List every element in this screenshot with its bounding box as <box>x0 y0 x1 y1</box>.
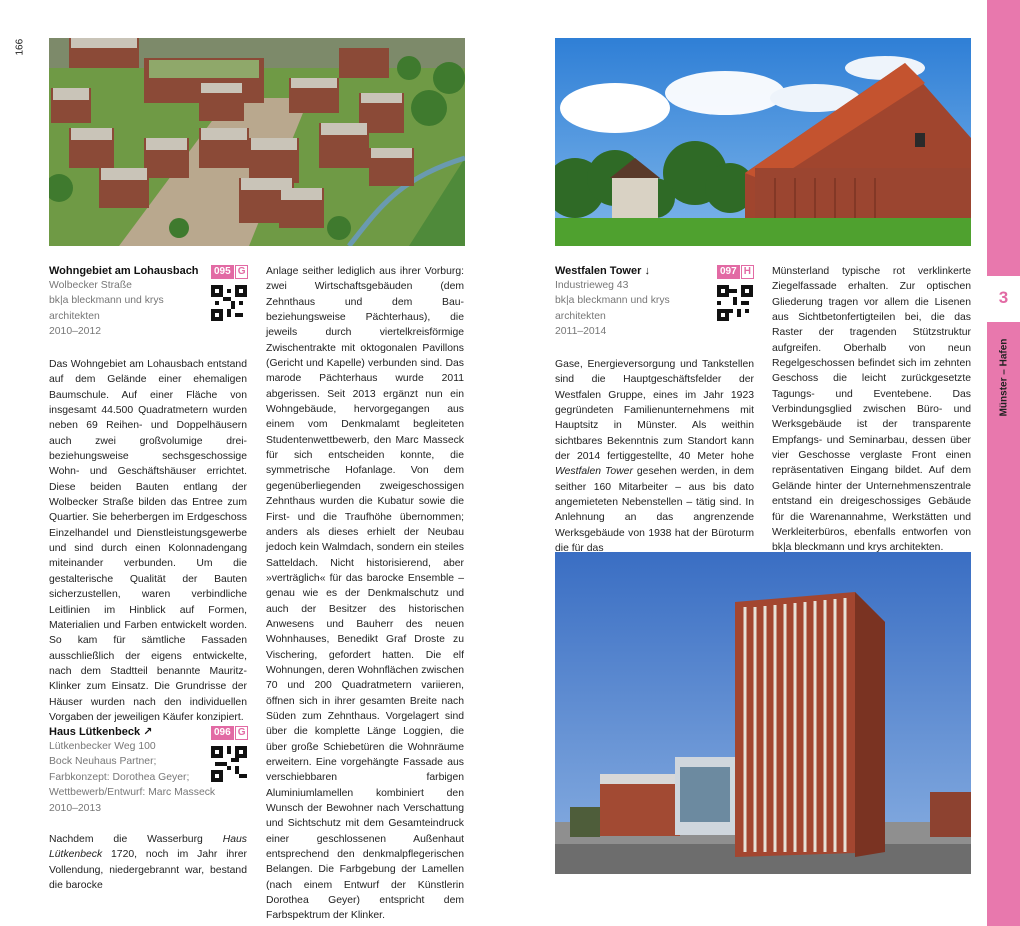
entry-097-address: Industrieweg 43 <box>555 280 629 291</box>
entry-095-tag <box>211 265 248 279</box>
entry-096-address: Lütkenbecker Weg 100 <box>49 741 156 752</box>
entry-097-tag <box>717 265 754 279</box>
text-column-3 <box>555 357 754 556</box>
chapter-number: 3 <box>998 288 1009 307</box>
text-column-4 <box>772 264 971 556</box>
entry-095-architect2: architekten <box>49 310 100 322</box>
brick-house-photo <box>555 38 971 246</box>
text-column-1b <box>49 832 247 893</box>
entry-097-code: 097 <box>717 265 740 279</box>
entry-096-code: 096 <box>211 726 234 740</box>
entry-097-architect: bk|a bleckmann und krys <box>555 295 670 307</box>
entry-096-architect: Bock Neuhaus Partner; <box>49 756 157 768</box>
chapter-tab-top <box>987 0 1020 276</box>
entry-096-body: Anlage seither lediglich aus ihrer Vorburg: zwei Wirtschaftsgebäuden (dem Zehnthaus und dem Bau- beziehungsweise Pächterhaus), die jeweils durch viertelkreisförmige Zwischentrakte mit oktogonalen Pavillons (Gericht und Kapelle) verbunden sind. Das marode Pächterhaus wurde 2011 abgerissen. Seit 2013 ergänzt nun ein Wohngebäude, hervorgegangen aus einem vom Denkmalamt begleiteten Studentenwettbewerb, den Marc Masseck für sich entscheiden konnte, die symmetrische Hofanlage. Von dem gegenüberliegenden zweigeschossigen Zehnthaus wurden die Kubatur sowie die First- und die Traufhöhe übernommen; anders als dieses erhielt der Neubau jedoch kein Walmdach, sondern ein steiles Satteldach. Nicht historisierend, aber »verträglich« für das barocke Ensemble – genau wie es der Denkmalschutz und auch der Besitzer des historischen Anwesens und Bauherr des neuen Wohnhauses, Benedikt Graf Droste zu Vischering, gefordert hatten. Die elf Wohnungen, deren Wohnflächen zwischen 70 und 200 Quadratmetern variieren, öffnen sich in ihrer gesamten Breite nach Süden zum Zehnthaus. Vorgelagert sind über die komplette Länge Loggien, die über große Schiebetüren die Wohnräume erweitern. Eine vorgehängte Fassade aus verschiebbaren farbigen Aluminiumlamellen kombiniert den Wunsch der Bewohner nach Verschattung und Sichtschutz mit dem Gesamteindruck einer geschlossenen Außenhaut entsprechend den denkmalpflegerischen Belangen. Die Farbgebung der Lamellen (nach einem Entwurf der Künstlerin Dorothea Geyer) entspricht dem Farbspektrum der Klinker. <box>266 266 464 922</box>
page-number-left: 166 <box>14 38 26 56</box>
entry-097-body: Gase, Energieversorgung und Tankstellen sind die Hauptgeschäftsfelder der Westfalen Gruppe, eines im Jahr 1923 gegründeten Familienunternehmens mit Hauptsitz in Münster. Als weithin sichtbares Bekenntnis zum Standort kann der 2014 fertiggestellte, 40 Meter hohe Westfalen Tower gesehen werden, in dem seither 160 Mitarbeiter – aus bis dato angemieteten Nebenstellen – tätig sind. In Anlehnung an das angrenzende Werksgebäude von 1938 hat der Büroturm die für das <box>555 359 754 555</box>
qr-code-icon <box>211 746 247 782</box>
entry-095-years: 2010–2012 <box>49 326 102 338</box>
entry-095-code: 095 <box>211 265 234 279</box>
tower-photo <box>555 552 971 874</box>
entry-095-address: Wolbecker Straße <box>49 280 132 291</box>
entry-096-letter: G <box>235 726 249 740</box>
entry-095-title: Wohngebiet am Lohausbach <box>49 265 199 277</box>
entry-097-body-cont: Münsterland typische rot verklinkerte Ziegelfassade erhalten. Zur optischen Gliederung tragen vor allem die Lisenen aus Sichtbetonfertigteilen bei, die das Raster der tragenden Stützstruktur aufgreifen. Oberhalb von neun Regelgeschossen befindet sich im zehnten Geschoss die leicht zurückgesetzte Tagungs- und Eventebene. Das Verbindungsglied zwischen Büro- und Werksgebäude ist der transparente Empfangs- und Seminarbau, dessen über vier Geschosse verglaste Front einen repräsentativen Eingang bildet. Auf dem Gelände hinter der Unternehmenszentrale entstand ein dreigeschossiges Gebäude für die Warenannahme, Werkstätten und Werkleiterbüros, ebenfalls entworfen von bk|a bleckmann und krys architekten. <box>772 266 971 554</box>
entry-096-tag <box>211 726 248 740</box>
entry-096-body-start: Nachdem die Wasserburg Haus Lütkenbeck 1720, noch im Jahr ihrer Vollendung, niedergebrannt war, bestand die barocke <box>49 834 247 892</box>
chapter-label: Münster – Hafen <box>998 338 1010 417</box>
entry-095-letter: G <box>235 265 249 279</box>
entry-095-body: Das Wohngebiet am Lohausbach entstand auf dem Gelände einer ehemaligen Baumschule. Auf einer Fläche von insgesamt 44.500 Quadratmetern wurden neben 69 Reihen- und Doppelhäusern auch zwei großvolumige drei- beziehungsweise sechsgeschossige Wohn- und Geschäftshäuser errichtet. Diese beiden Bauten entlang der Wolbecker Straße bilden das Entree zum Quartier. Sie beherbergen im Erdgeschoss Einzelhandel und Dienstleistungsgewerbe und sind durch einen Kolonnadengang miteinander verbunden. Um die gestalterische Qualität der Bauten sicherzustellen, waren verbindliche Leitlinien im Hinblick auf Formen, Materialien und Farben entwickelt worden. So kam für sämtliche Fassaden ausschließlich der eigens entwickelte, nach dem Stadtteil benannte Mauritz-Klinker zum Einsatz. Die Grundrisse der Häuser wurden nach den individuellen Vorgaben der jeweiligen Käufer konzipiert. <box>49 359 247 723</box>
entry-097-architect2: architekten <box>555 310 606 322</box>
aerial-housing-photo <box>49 38 465 246</box>
entry-097-years: 2011–2014 <box>555 326 607 338</box>
text-column-2 <box>266 264 464 924</box>
entry-096-architect2: Farbkonzept: Dorothea Geyer; <box>49 771 190 783</box>
entry-096-years: 2010–2013 <box>49 802 102 814</box>
entry-097-letter: H <box>741 265 754 279</box>
entry-096-architect3: Wettbewerb/Entwurf: Marc Masseck <box>49 787 216 799</box>
entry-096-title: Haus Lütkenbeck ↗ <box>49 726 153 738</box>
entry-097-title: Westfalen Tower ↓ <box>555 265 650 277</box>
qr-code-icon <box>717 285 753 321</box>
text-column-1 <box>49 357 247 725</box>
entry-095-architect: bk|a bleckmann und krys <box>49 295 164 307</box>
qr-code-icon <box>211 285 247 321</box>
